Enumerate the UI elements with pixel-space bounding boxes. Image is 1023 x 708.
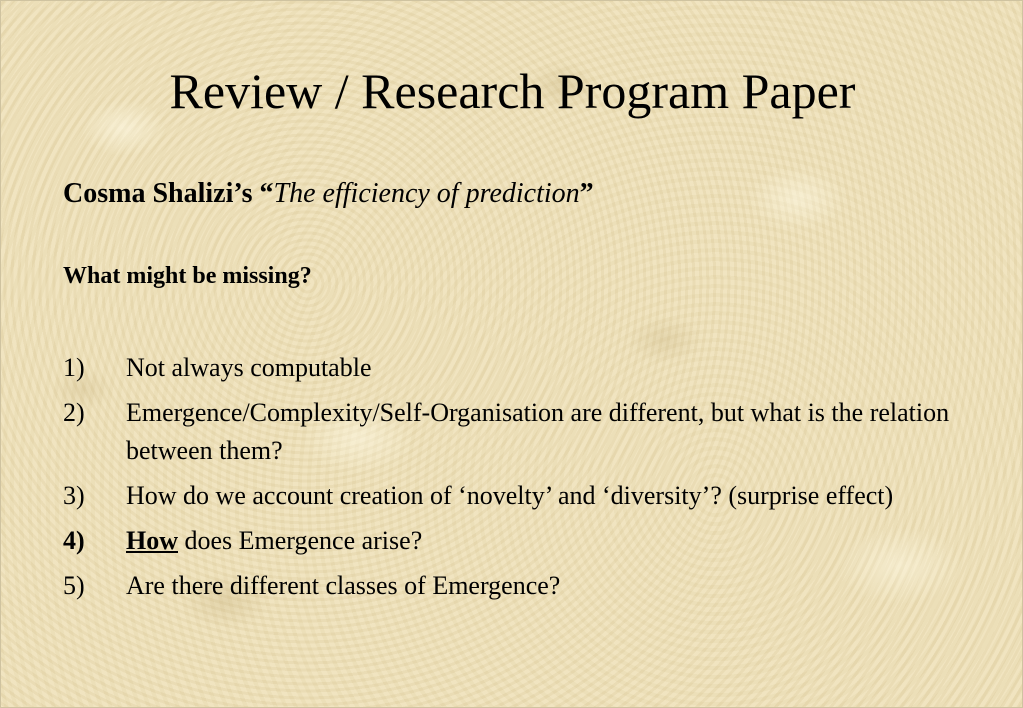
list-item	[63, 394, 963, 470]
close-quote: ”	[579, 178, 594, 209]
item-number: 4)	[63, 526, 85, 555]
list-item	[63, 567, 963, 605]
paper-title: The efficiency of prediction	[273, 178, 580, 209]
item-number: 2)	[63, 398, 85, 427]
list-item	[63, 522, 963, 560]
list-item	[63, 477, 963, 515]
item-number: 5)	[63, 571, 85, 600]
missing-items-list	[63, 349, 963, 612]
item-text: How do we account creation of ‘novelty’ and ‘diversity’? (surprise effect)	[126, 481, 894, 510]
item-text-rest: does Emergence arise?	[178, 526, 423, 555]
item-text: Emergence/Complexity/Self-Organisation are different, but what is the relation between them?	[126, 398, 950, 465]
item-number: 3)	[63, 481, 85, 510]
slide-title: Review / Research Program Paper	[169, 63, 856, 119]
question-heading: What might be missing?	[63, 263, 312, 289]
list-item	[63, 349, 963, 387]
paper-reference	[63, 175, 594, 213]
item-text: Are there different classes of Emergence?	[126, 571, 561, 600]
item-number: 1)	[63, 353, 85, 382]
item-text	[126, 522, 963, 560]
emphasized-word: How	[126, 526, 178, 555]
item-text: Not always computable	[126, 353, 372, 382]
open-quote: “	[259, 178, 274, 209]
author-name: Cosma Shalizi’s	[63, 178, 260, 209]
